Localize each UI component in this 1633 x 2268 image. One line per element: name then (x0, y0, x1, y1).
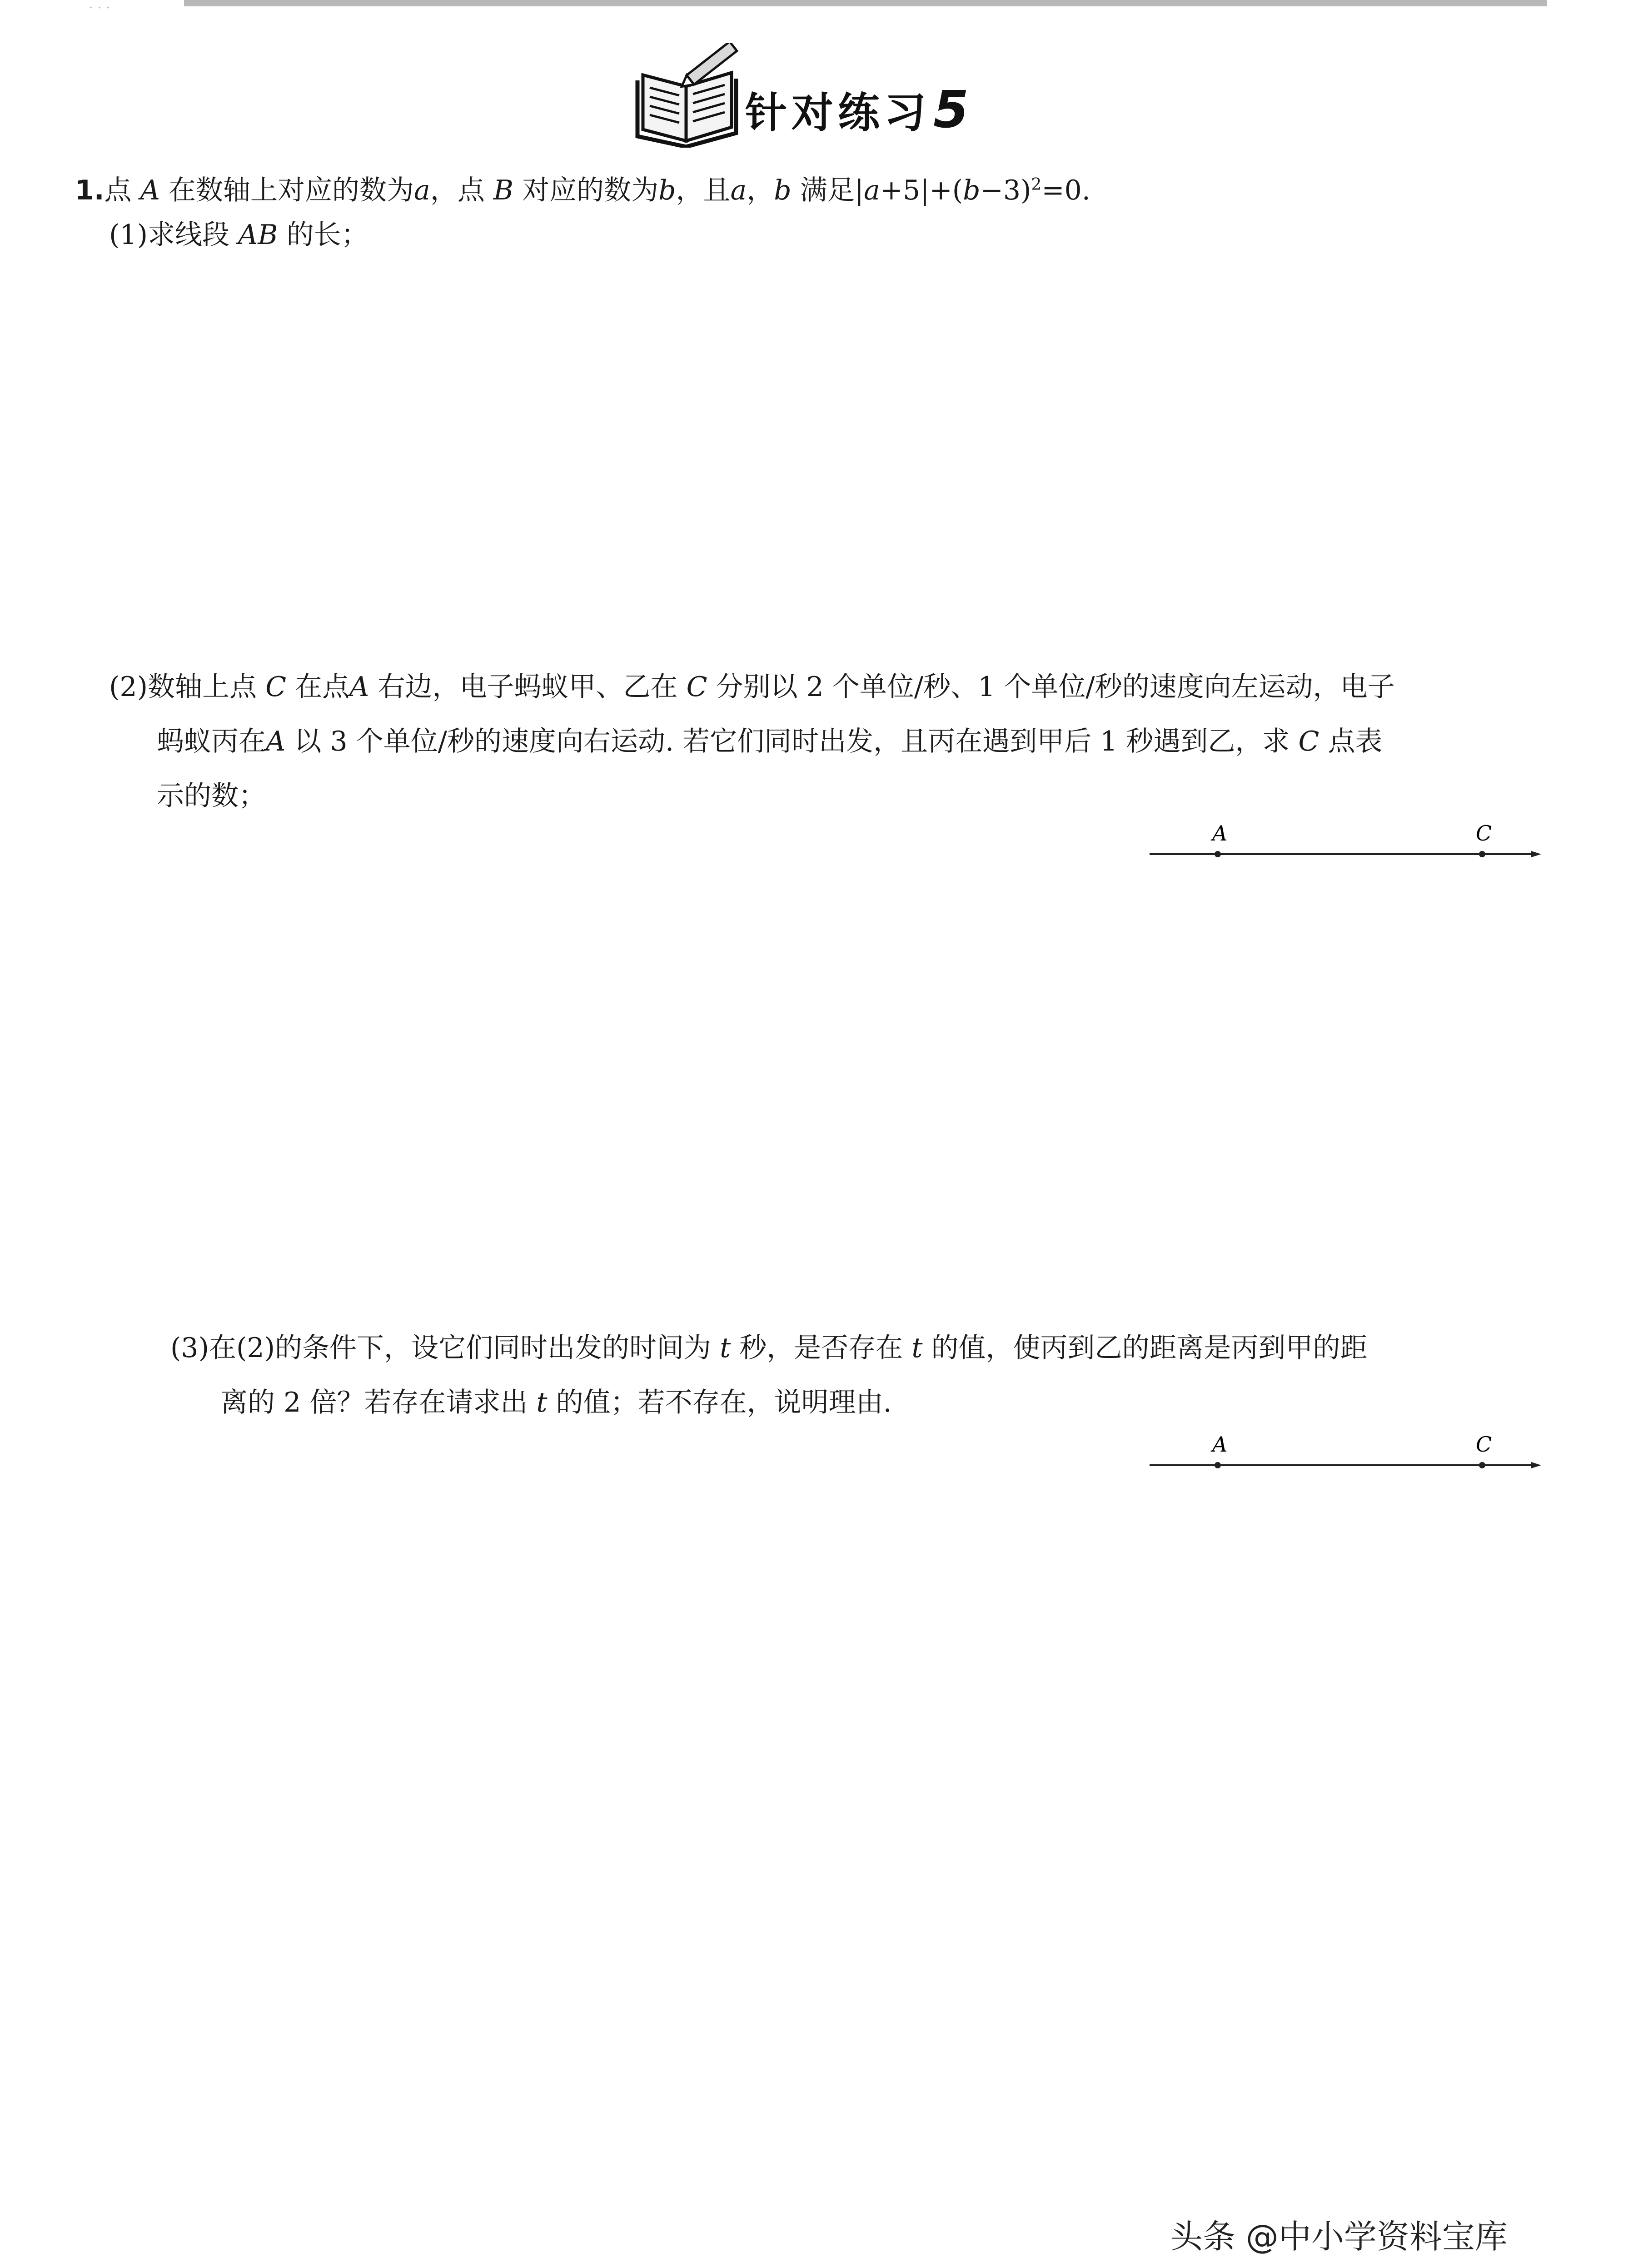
var-b: b (658, 174, 676, 206)
stem-text: =0. (1041, 174, 1090, 206)
section-header (634, 43, 1043, 148)
part-2-text: 点表 (1328, 726, 1383, 757)
part-2-line-2 (157, 713, 1383, 770)
segment-ab-var: AB (238, 219, 278, 251)
section-title (745, 80, 973, 139)
label-c: C (1476, 821, 1492, 846)
part-3-text: 离的 2 倍？若存在请求出 (220, 1387, 528, 1418)
var-a: a (414, 174, 430, 206)
point-a-dot (1215, 851, 1221, 857)
var-t: t (720, 1332, 731, 1364)
part-1-question (109, 207, 368, 263)
abs-bar: | (854, 174, 864, 206)
stem-text: 满足 (800, 174, 855, 206)
var-a: a (730, 174, 747, 206)
stem-text: ， (747, 174, 774, 206)
part-1-text: 的长； (286, 219, 368, 251)
point-c-var: C (686, 671, 707, 703)
point-c-var: C (265, 671, 286, 703)
stem-text: ，且 (676, 174, 731, 206)
part-3-line-1 (170, 1320, 1368, 1376)
var-t: t (911, 1332, 923, 1364)
stem-text: 对应的数为 (522, 174, 659, 206)
point-a-var: A (266, 726, 286, 757)
footer-watermark: 头条 @中小学资料宝库 (1170, 2218, 1508, 2256)
var-t: t (536, 1387, 548, 1418)
part-3-text: 的值；若不存在，说明理由. (556, 1387, 892, 1418)
part-3-text: 秒，是否存在 (739, 1332, 903, 1364)
number-line-part-2 (1145, 816, 1545, 870)
stem-text: −3) (980, 174, 1031, 206)
problem-number: 1. (75, 174, 105, 206)
part-2-line-3: 示的数； (157, 780, 266, 812)
stem-text: 点 (104, 174, 132, 206)
point-a-dot (1215, 1462, 1221, 1468)
part-1-text: (1)求线段 (109, 219, 229, 251)
part-2-text: 分别以 2 个单位/秒、1 个单位/秒的速度向左运动，电子 (716, 671, 1395, 703)
stem-text: 在数轴上对应的数为 (169, 174, 414, 206)
axis-arrow-icon (1531, 851, 1541, 857)
top-border-bar (184, 0, 1547, 6)
var-a: a (864, 174, 880, 206)
part-2-text: 右边，电子蚂蚁甲、乙在 (378, 671, 678, 703)
stem-text: +( (929, 174, 963, 206)
label-c: C (1476, 1432, 1492, 1457)
part-2-line-1 (109, 659, 1395, 715)
var-b: b (774, 174, 792, 206)
point-b-var: B (493, 174, 513, 206)
exponent: 2 (1031, 175, 1042, 194)
var-b: b (963, 174, 981, 206)
number-line-part-3 (1145, 1427, 1545, 1481)
label-a: A (1212, 821, 1228, 846)
part-2-text: (2)数轴上点 (109, 671, 257, 703)
part-2-text: 在点 (295, 671, 350, 703)
point-c-var: C (1298, 726, 1319, 757)
point-c-dot (1479, 1462, 1485, 1468)
corner-decoration: · · · (89, 0, 110, 16)
part-3-text: 的值，使丙到乙的距离是丙到甲的距 (931, 1332, 1368, 1364)
part-2-text: 蚂蚁丙在 (157, 726, 266, 757)
point-a-var: A (349, 671, 369, 703)
point-c-dot (1479, 851, 1485, 857)
stem-text: +5 (880, 174, 921, 206)
section-title-text: 针对练习 (745, 89, 931, 137)
part-3-line-2 (220, 1374, 892, 1431)
point-a-var: A (140, 174, 160, 206)
part-3-text: (3)在(2)的条件下，设它们同时出发的时间为 (170, 1332, 711, 1364)
part-2-text: 以 3 个单位/秒的速度向右运动. 若它们同时出发，且丙在遇到甲后 1 秒遇到乙，求 (294, 726, 1290, 757)
open-book-icon (634, 43, 743, 148)
abs-bar: | (920, 174, 930, 206)
section-number: 5 (933, 80, 973, 139)
axis-arrow-icon (1531, 1462, 1541, 1468)
stem-text: ，点 (430, 174, 485, 206)
label-a: A (1212, 1432, 1228, 1457)
